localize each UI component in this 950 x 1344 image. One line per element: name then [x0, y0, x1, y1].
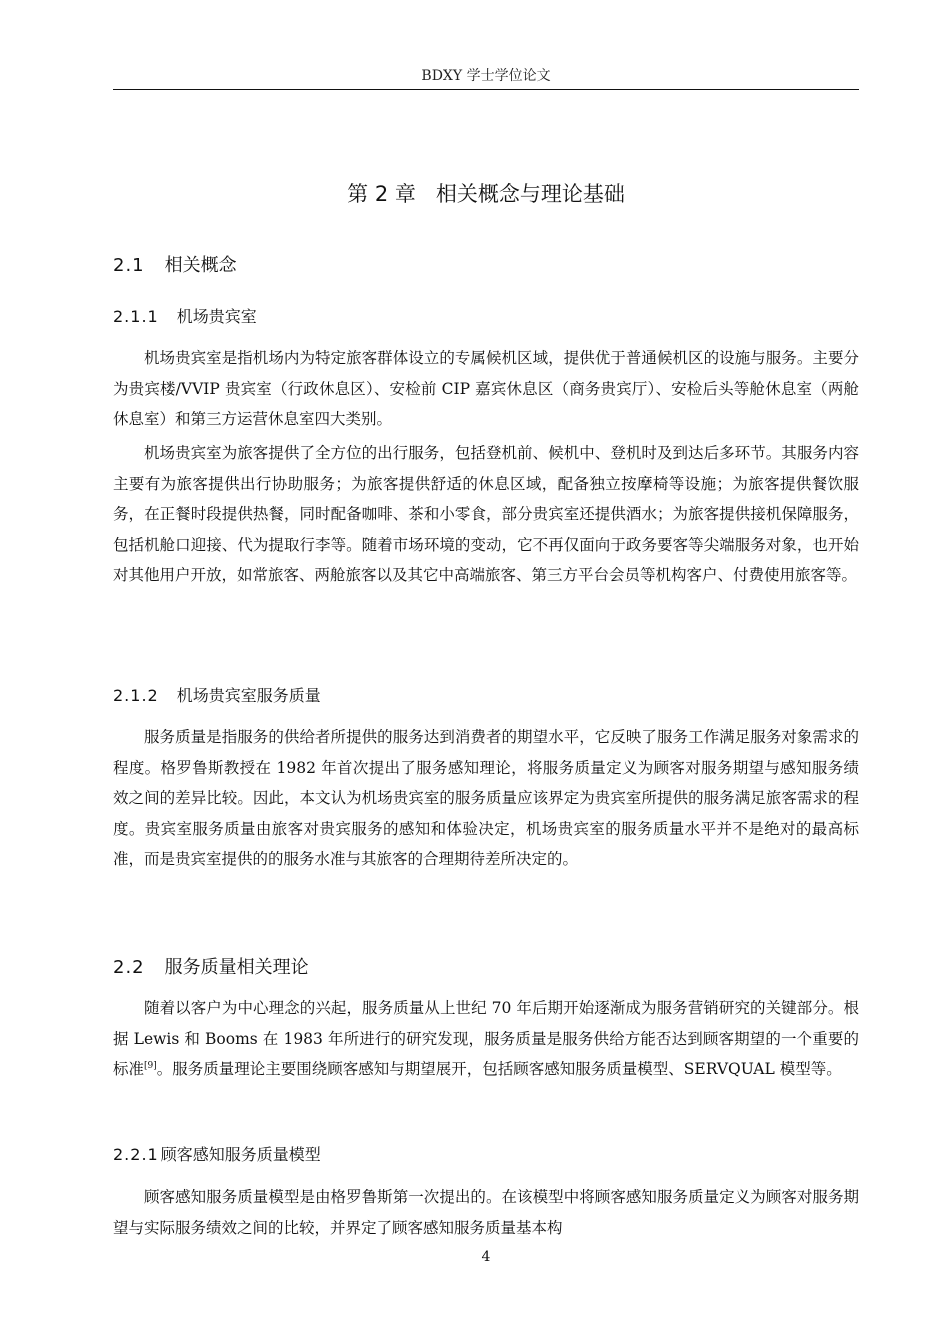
header-rule	[113, 89, 859, 90]
section-heading-2-1-1	[113, 303, 257, 331]
section-number: 2.1	[113, 255, 145, 276]
section-title: 服务质量相关理论	[164, 957, 309, 978]
section-title: 顾客感知服务质量模型	[160, 1145, 321, 1164]
paragraph-text: 随着以客户为中心理念的兴起，服务质量从上世纪 70 年后期开始逐渐成为服务营销研究的关键部分。根据 Lewis 和 Booms 在 1983 年所进行的研究发现，服务质量是服务供给方能否达到顾客期望的一个重要的标准	[113, 999, 859, 1079]
paragraph-service-quality-theory	[113, 993, 859, 1085]
citation-reference[interactable]: [9]	[144, 1061, 157, 1072]
running-header: BDXY 学士学位论文	[421, 68, 551, 84]
section-number: 2.2	[113, 957, 145, 978]
section-number: 2.1.1	[113, 307, 159, 326]
section-heading-2-2	[113, 953, 309, 983]
paragraph-airport-vip-lounge-definition: 机场贵宾室是指机场内为特定旅客群体设立的专属候机区域，提供优于普通候机区的设施与服务。主要分为贵宾楼/VVIP 贵宾室（行政休息区）、安检前 CIP 嘉宾休息区（商务贵宾厅）、安检后头等舱休息室（两舱休息室）和第三方运营休息室四大类别。	[113, 349, 859, 429]
section-heading-2-1-2	[113, 682, 321, 710]
section-title: 机场贵宾室	[176, 307, 257, 326]
section-title: 机场贵宾室服务质量	[176, 686, 321, 705]
paragraph-text: 。服务质量理论主要围绕顾客感知与期望展开，包括顾客感知服务质量模型、SERVQUAL 模型等。	[156, 1060, 842, 1079]
page-number: 4	[481, 1249, 491, 1265]
section-number: 2.1.2	[113, 686, 159, 705]
paragraph-perceived-service-quality-model: 顾客感知服务质量模型是由格罗鲁斯第一次提出的。在该模型中将顾客感知服务质量定义为顾客对服务期望与实际服务绩效之间的比较，并界定了顾客感知服务质量基本构	[113, 1188, 859, 1237]
paragraph-service-quality-definition: 服务质量是指服务的供给者所提供的服务达到消费者的期望水平，它反映了服务工作满足服务对象需求的程度。格罗鲁斯教授在 1982 年首次提出了服务感知理论，将服务质量定义为顾客对服务期望与感知服务绩效之间的差异比较。因此，本文认为机场贵宾室的服务质量应该界定为贵宾室所提供的服务满足旅客需求的程度。贵宾室服务质量由旅客对贵宾服务的感知和体验决定，机场贵宾室的服务质量水平并不是绝对的最高标准，而是贵宾室提供的的服务水准与其旅客的合理期待差所决定的。	[113, 728, 859, 869]
section-title: 相关概念	[164, 255, 237, 276]
section-heading-2-1	[113, 251, 237, 281]
chapter-title	[113, 178, 859, 210]
chapter-number: 第 2 章	[347, 182, 416, 206]
paragraph-airport-vip-lounge-services: 机场贵宾室为旅客提供了全方位的出行服务，包括登机前、候机中、登机时及到达后多环节。其服务内容主要有为旅客提供出行协助服务；为旅客提供舒适的休息区域，配备独立按摩椅等设施；为旅客提供餐饮服务，在正餐时段提供热餐，同时配备咖啡、茶和小零食，部分贵宾室还提供酒水；为旅客提供接机保障服务，包括机舱口迎接、代为提取行李等。随着市场环境的变动，它不再仅面向于政务要客等尖端服务对象，也开始对其他用户开放，如常旅客、两舱旅客以及其它中高端旅客、第三方平台会员等机构客户、付费使用旅客等。	[113, 444, 859, 585]
section-heading-2-2-1	[113, 1141, 321, 1169]
chapter-title-text: 相关概念与理论基础	[435, 182, 625, 206]
section-number: 2.2.1	[113, 1145, 159, 1164]
